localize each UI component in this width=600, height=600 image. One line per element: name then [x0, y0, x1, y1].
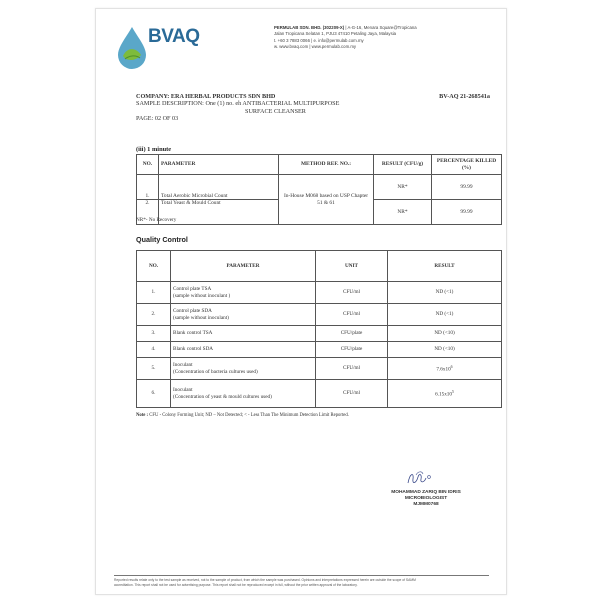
section-title-1-minute: (iii) 1 minute: [136, 146, 172, 153]
qc-row-unit: CFU/plate: [316, 326, 388, 342]
table-row: [137, 175, 502, 200]
table-row: [137, 326, 502, 342]
company-address: [274, 25, 502, 50]
row-percentage: 99.99: [432, 175, 502, 200]
qc-param-name: Blank control TSA: [173, 330, 213, 337]
qc-col-header-unit: UNIT: [316, 251, 388, 282]
col-header-method: METHOD REF. NO.:: [279, 155, 374, 175]
disclaimer-footer: [114, 578, 492, 588]
qc-header-row: [137, 251, 502, 282]
col-header-percentage: PERCENTAGE KILLED (%): [432, 155, 502, 175]
table-row: [137, 304, 502, 326]
disclaimer-line1: Reported results relate only to the test sample as received, not to the sample of product, from which the sample was purchased. Opinions and interpretations expressed herein are outside the scope of SAMM: [114, 578, 416, 582]
signatory-name: MOHAMMAD ZARIQ BIN IDRIS: [391, 490, 461, 495]
qc-param-name: Inoculant: [173, 387, 193, 394]
row-result: NR*: [374, 200, 432, 225]
row-method: In-House M068 based on USP Chapter 51 & 61: [279, 175, 374, 225]
qc-row-parameter: [171, 282, 316, 304]
col-header-no: NO.: [137, 155, 159, 175]
sample-description: SAMPLE DESCRIPTION: One (1) no. eh ANTIBACTERIAL MULTIPURPOSE: [136, 100, 340, 108]
footer-divider: [114, 575, 489, 576]
qc-row-result: ND (<10): [388, 342, 502, 358]
row-parameter: Total Aerobic Microbial Count: [159, 175, 279, 200]
signatory-id: MJMM0768: [413, 501, 439, 507]
qc-row-no: 2.: [137, 304, 171, 326]
qc-row-no: 6.: [137, 380, 171, 408]
qc-result-base: 7.6x10: [436, 366, 451, 373]
table-row: [137, 282, 502, 304]
report-reference: BV-AQ 21-268541a: [439, 93, 490, 100]
qc-row-unit: CFU/ml: [316, 304, 388, 326]
signature-icon: [396, 469, 486, 487]
results-table: [136, 154, 502, 225]
qc-row-parameter: [171, 326, 316, 342]
qc-col-header-parameter: PARAMETER: [171, 251, 316, 282]
qc-param-name: Blank control SDA: [173, 346, 214, 353]
qc-row-parameter: [171, 358, 316, 380]
qc-param-detail: (Concentration of yeast & mould cultures used): [173, 393, 272, 400]
qc-col-header-result: RESULT: [388, 251, 502, 282]
qc-param-name: Control plate TSA: [173, 286, 212, 293]
qc-row-no: 3.: [137, 326, 171, 342]
qc-row-parameter: [171, 380, 316, 408]
note-label: Note :: [136, 413, 149, 418]
qc-row-unit: CFU/plate: [316, 342, 388, 358]
qc-result-base: 6.15x10: [435, 391, 452, 398]
qc-param-detail: (sample without inoculant): [173, 314, 229, 321]
signatory-block: [368, 490, 484, 507]
table-row: [137, 342, 502, 358]
note-text: CFU - Colony Forming Unit; ND – Not Detected; < - Less Than The Minimum Detection Limit Reported.: [148, 413, 349, 418]
qc-row-unit: CFU/ml: [316, 358, 388, 380]
client-company: COMPANY: ERA HERBAL PRODUCTS SDN BHD: [136, 93, 276, 100]
table-note: [136, 413, 349, 418]
qc-row-unit: CFU/ml: [316, 282, 388, 304]
qc-param-detail: (Concentration of bacteria cultures used): [173, 368, 258, 375]
quality-control-table: [136, 250, 502, 408]
qc-row-parameter: [171, 304, 316, 326]
qc-row-result: ND (<1): [388, 282, 502, 304]
table-header-row: [137, 155, 502, 175]
qc-param-name: Inoculant: [173, 362, 193, 369]
lab-contact-line: t. +60 3 7883 0066 | e. info@permulab.com.my: [274, 37, 364, 43]
quality-control-title: Quality Control: [136, 235, 188, 244]
lab-address-line2: Jalan Tropicana Selatan 1, PJU3 47410 Petaling Jaya, Malaysia: [274, 31, 397, 37]
signatory-title: MICROBIOLOGIST: [404, 495, 448, 501]
table-row: [137, 358, 502, 380]
report-header: [136, 93, 496, 123]
qc-row-no: 5.: [137, 358, 171, 380]
table-row: [137, 380, 502, 408]
qc-row-no: 4.: [137, 342, 171, 358]
row-result: NR*: [374, 175, 432, 200]
qc-row-no: 1.: [137, 282, 171, 304]
qc-row-result: [388, 358, 502, 380]
qc-result-exponent: 6: [450, 365, 453, 370]
qc-result-exponent: 5: [451, 390, 454, 395]
row-no: 2.: [137, 200, 159, 225]
qc-row-result: ND (<10): [388, 326, 502, 342]
page-number: PAGE: 02 OF 03: [136, 115, 179, 123]
row-no: 1.: [137, 175, 159, 200]
bvaq-logo-text: BVAQ: [148, 26, 200, 47]
report-page: [95, 8, 507, 595]
qc-row-result: ND (<1): [388, 304, 502, 326]
col-header-parameter: PARAMETER: [159, 155, 279, 175]
col-header-result: RESULT (CFU/g): [374, 155, 432, 175]
lab-company-name: PERMULAB SDN. BHD. (302209-X): [274, 25, 345, 30]
qc-row-result: [388, 380, 502, 408]
qc-col-header-no: NO.: [137, 251, 171, 282]
lab-address-line1: | A-G-16, Menara Square@Tropicana: [344, 25, 417, 30]
lab-web-line: w. www.bvaq.com | www.permulab.com.my: [274, 43, 357, 49]
qc-param-name: Control plate SDA: [173, 308, 212, 315]
row-parameter: Total Yeast & Mould Count: [159, 200, 279, 225]
qc-param-detail: (sample without inoculant ): [173, 292, 231, 299]
disclaimer-line2: accreditation. This report shall not be used for advertising purpose. This report shall not be reproduced except in full, without the prior written approval of the laboratory.: [114, 582, 358, 587]
sample-description-cont: SURFACE CLEANSER: [245, 107, 306, 115]
qc-row-parameter: [171, 342, 316, 358]
qc-row-unit: CFU/ml: [316, 380, 388, 408]
no-recovery-footnote: NR*- No Recovery: [136, 217, 177, 223]
row-percentage: 99.99: [432, 200, 502, 225]
